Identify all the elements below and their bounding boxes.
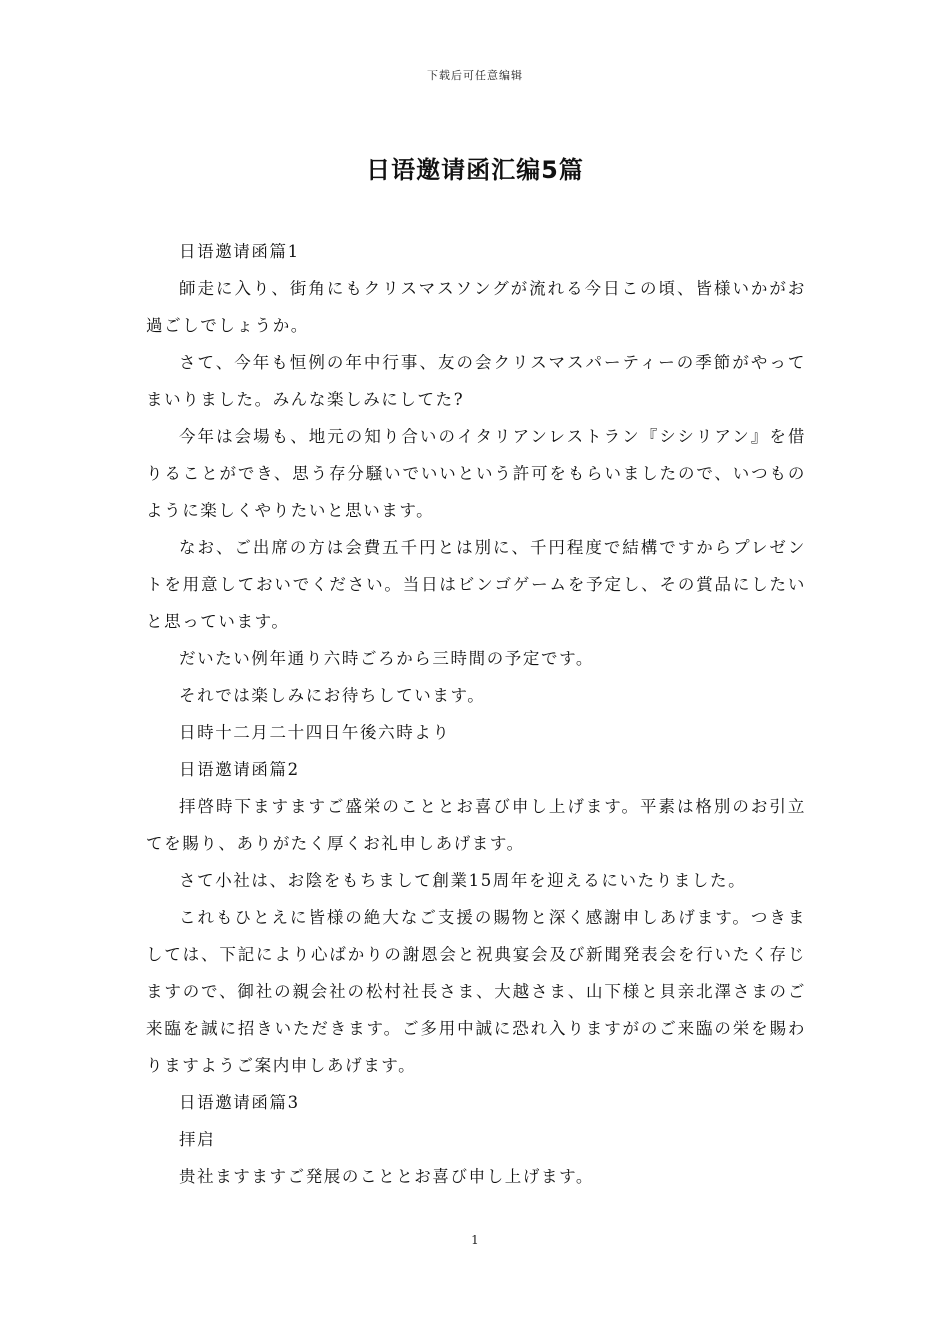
paragraph: 拝啓時下ますますご盛栄のこととお喜び申し上げます。平素は格別のお引立てを賜り、ありがたく厚くお礼申しあげます。 — [146, 797, 806, 853]
document-title: 日语邀请函汇编5篇 — [366, 156, 584, 184]
paragraph: 日時十二月二十四日午後六時より — [179, 723, 451, 742]
section-heading-1: 日语邀请函篇1 — [179, 242, 300, 261]
paragraph: なお、ご出席の方は会費五千円とは別に、千円程度で結構ですからプレゼントを用意しておいでください。当日はビンゴゲームを予定し、その賞品にしたいと思っています。 — [146, 538, 806, 631]
paragraph: これもひとえに皆様の絶大なご支援の賜物と深く感謝申しあげます。つきましては、下記により心ばかりの謝恩会と祝典宴会及び新聞発表会を行いたく存じますので、御社の親会社の松村社長さま、大越さま、山下様と貝亲北澤さまのご来臨を誠に招きいただきます。ご多用中誠に恐れ入りますがのご来臨の栄を賜わりますようご案内申しあげます。 — [146, 908, 806, 1075]
paragraph: 師走に入り、街角にもクリスマスソングが流れる今日この頃、皆様いかがお過ごしでしょうか。 — [146, 279, 806, 335]
section-heading-3: 日语邀请函篇3 — [179, 1093, 300, 1112]
section-heading-2: 日语邀请函篇2 — [179, 760, 300, 779]
paragraph: 今年は会場も、地元の知り合いのイタリアンレストラン『シシリアン』を借りることができ、思う存分騒いでいいという許可をもらいましたので、いつものように楽しくやりたいと思います。 — [146, 427, 806, 520]
paragraph: さて、今年も恒例の年中行事、友の会クリスマスパーティーの季節がやってまいりました。みんな楽しみにしてた? — [146, 353, 806, 409]
paragraph: さて小社は、お陰をもちまして創業15周年を迎えるにいたりました。 — [179, 871, 747, 890]
paragraph: だいたい例年通り六時ごろから三時間の予定です。 — [179, 649, 594, 668]
header-note: 下载后可任意编辑 — [427, 69, 523, 82]
paragraph: それでは楽しみにお待ちしています。 — [179, 686, 486, 705]
document-body — [146, 233, 806, 1195]
paragraph: 拝启 — [179, 1130, 216, 1149]
paragraph: 贵社ますますご発展のこととお喜び申し上げます。 — [179, 1167, 594, 1186]
page-number: 1 — [471, 1233, 479, 1247]
